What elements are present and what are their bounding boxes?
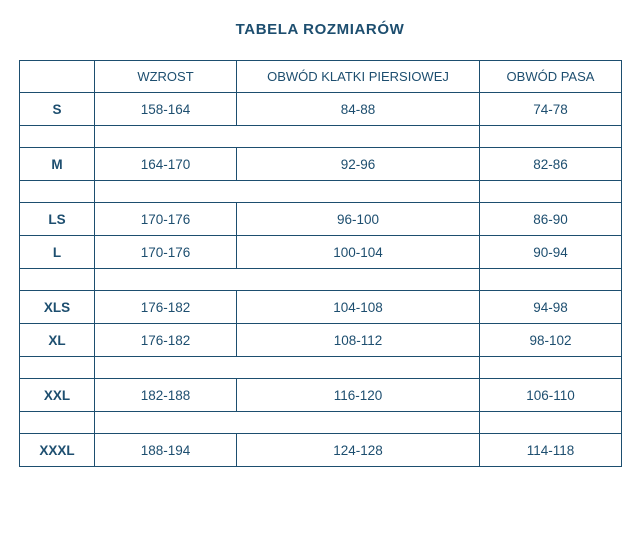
chest-value: 116-120: [237, 379, 480, 412]
chest-value: 108-112: [237, 324, 480, 357]
table-spacer-row: [20, 181, 622, 203]
spacer-cell: [95, 181, 237, 203]
header-cell-chest: OBWÓD KLATKI PIERSIOWEJ: [237, 61, 480, 93]
height-value: 176-182: [95, 291, 237, 324]
table-spacer-row: [20, 126, 622, 148]
height-value: 164-170: [95, 148, 237, 181]
size-label: S: [20, 93, 95, 126]
size-table-container: [0, 60, 640, 467]
page-title: TABELA ROZMIARÓW: [235, 21, 405, 38]
height-value: 170-176: [95, 203, 237, 236]
table-row: [20, 93, 622, 126]
spacer-cell: [20, 357, 95, 379]
height-value: 176-182: [95, 324, 237, 357]
chest-value: 84-88: [237, 93, 480, 126]
spacer-cell: [480, 126, 622, 148]
size-label: XLS: [20, 291, 95, 324]
table-spacer-row: [20, 357, 622, 379]
spacer-cell: [237, 181, 480, 203]
table-row: [20, 324, 622, 357]
table-spacer-row: [20, 412, 622, 434]
table-row: [20, 148, 622, 181]
spacer-cell: [237, 412, 480, 434]
size-table: [19, 60, 622, 467]
spacer-cell: [20, 181, 95, 203]
spacer-cell: [237, 357, 480, 379]
table-spacer-row: [20, 269, 622, 291]
chest-value: 124-128: [237, 434, 480, 467]
table-row: [20, 434, 622, 467]
spacer-cell: [237, 126, 480, 148]
waist-value: 82-86: [480, 148, 622, 181]
spacer-cell: [480, 181, 622, 203]
header-cell-height: WZROST: [95, 61, 237, 93]
header-cell-blank: [20, 61, 95, 93]
spacer-cell: [480, 412, 622, 434]
waist-value: 106-110: [480, 379, 622, 412]
header-cell-waist: OBWÓD PASA: [480, 61, 622, 93]
spacer-cell: [20, 412, 95, 434]
spacer-cell: [480, 357, 622, 379]
spacer-cell: [237, 269, 480, 291]
waist-value: 94-98: [480, 291, 622, 324]
height-value: 188-194: [95, 434, 237, 467]
size-label: XXXL: [20, 434, 95, 467]
size-label: LS: [20, 203, 95, 236]
height-value: 182-188: [95, 379, 237, 412]
size-label: XL: [20, 324, 95, 357]
chest-value: 96-100: [237, 203, 480, 236]
table-row: [20, 203, 622, 236]
table-row: [20, 236, 622, 269]
waist-value: 114-118: [480, 434, 622, 467]
table-header-row: [20, 61, 622, 93]
spacer-cell: [95, 269, 237, 291]
spacer-cell: [20, 269, 95, 291]
spacer-cell: [95, 412, 237, 434]
chest-value: 92-96: [237, 148, 480, 181]
spacer-cell: [20, 126, 95, 148]
size-label: L: [20, 236, 95, 269]
spacer-cell: [95, 357, 237, 379]
spacer-cell: [95, 126, 237, 148]
chest-value: 104-108: [237, 291, 480, 324]
chest-value: 100-104: [237, 236, 480, 269]
waist-value: 98-102: [480, 324, 622, 357]
height-value: 158-164: [95, 93, 237, 126]
size-label: M: [20, 148, 95, 181]
waist-value: 74-78: [480, 93, 622, 126]
table-row: [20, 379, 622, 412]
spacer-cell: [480, 269, 622, 291]
waist-value: 86-90: [480, 203, 622, 236]
table-row: [20, 291, 622, 324]
waist-value: 90-94: [480, 236, 622, 269]
size-label: XXL: [20, 379, 95, 412]
height-value: 170-176: [95, 236, 237, 269]
